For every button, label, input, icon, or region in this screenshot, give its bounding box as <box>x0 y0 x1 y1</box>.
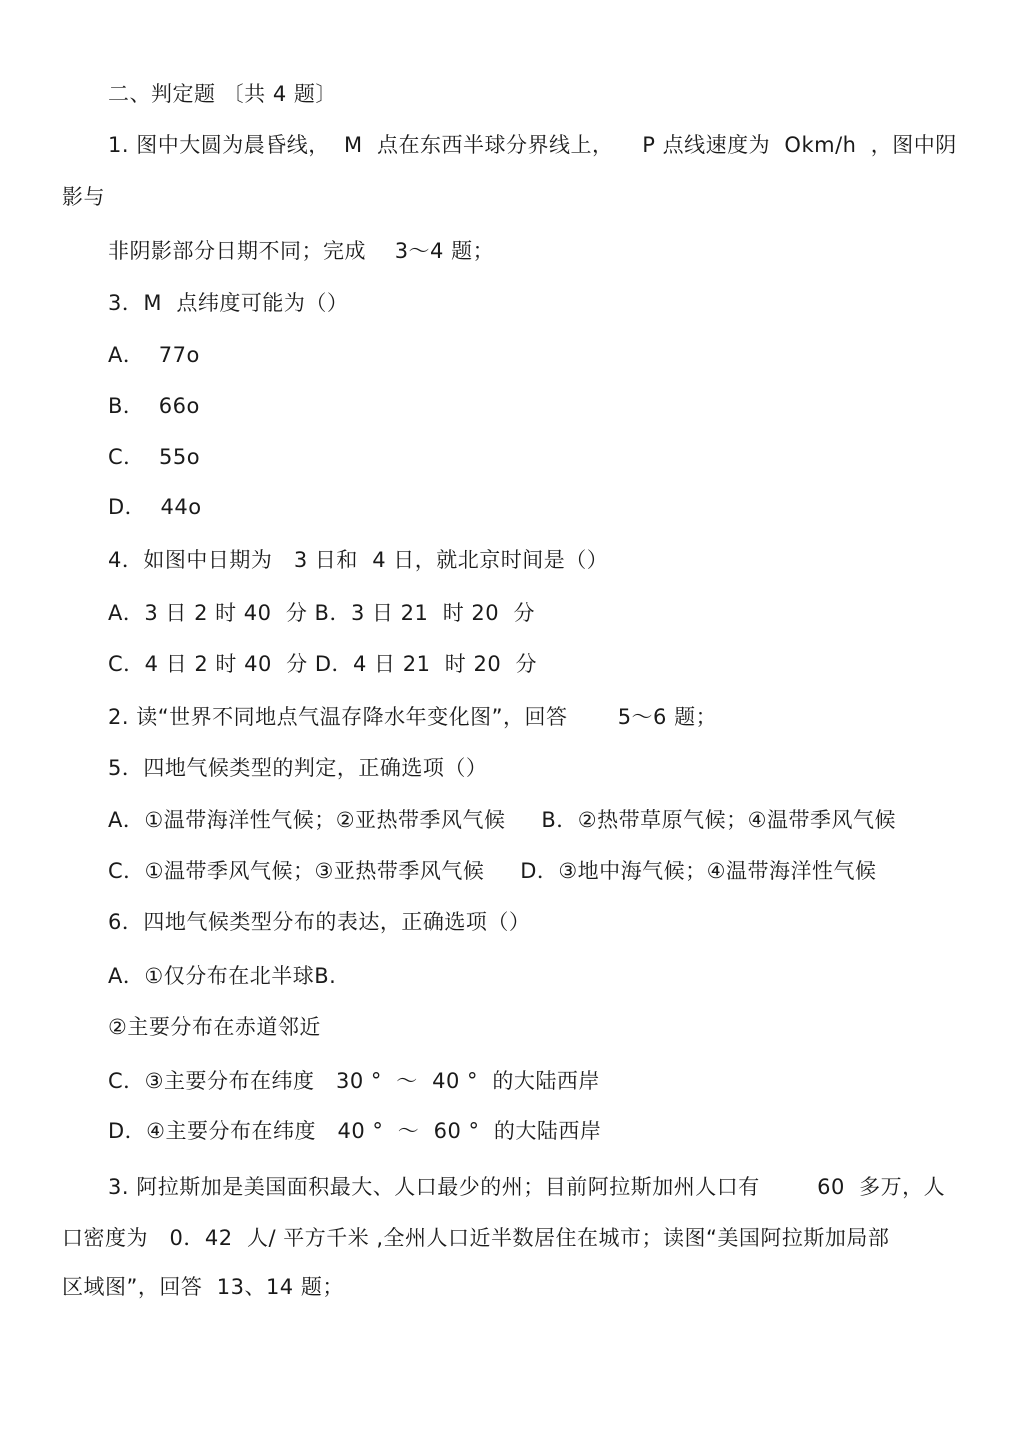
q6-stem: 6．四地气候类型分布的表达，正确选项（） <box>108 910 531 934</box>
q3-option-a: A． 77o <box>108 343 200 367</box>
q3-option-d: D． 44o <box>108 495 202 519</box>
q3-stem: 3．M 点纬度可能为（） <box>108 291 349 315</box>
q1-intro-line1: 1. 图中大圆为晨昏线， M 点在东西半球分界线上， P 点线速度为 Okm/h ，图中阴 <box>108 133 957 157</box>
q5-options-ab: A．①温带海洋性气候；②亚热带季风气候 B．②热带草原气候；④温带季风气候 <box>108 808 896 832</box>
q4-stem: 4．如图中日期为 3 日和 4 日，就北京时间是（） <box>108 548 609 572</box>
q6-option-ab: A．①仅分布在北半球B. <box>108 964 337 988</box>
q2-intro: 2. 读“世界不同地点气温存降水年变化图”，回答 5～6 题； <box>108 705 718 729</box>
q1-intro-line2: 影与 <box>62 185 105 209</box>
q3-intro-line2: 口密度为 0．42 人/ 平方千米 ,全州人口近半数居住在城市；读图“美国阿拉斯加局部 <box>62 1226 890 1250</box>
section-title: 二、判定题 〔共 4 题〕 <box>108 82 337 106</box>
q1-intro-line3: 非阴影部分日期不同；完成 3～4 题； <box>108 239 495 263</box>
q3-option-c: C． 55o <box>108 445 201 469</box>
q3-intro-line1: 3. 阿拉斯加是美国面积最大、人口最少的州；目前阿拉斯加州人口有 60 多万，人 <box>108 1175 946 1199</box>
q3-option-b: B． 66o <box>108 394 200 418</box>
q4-options-cd: C．4 日 2 时 40 分 D．4 日 21 时 20 分 <box>108 652 538 676</box>
q6-option-c: C．③主要分布在纬度 30 ° ～ 40 ° 的大陆西岸 <box>108 1069 600 1093</box>
q6-option-d: D．④主要分布在纬度 40 ° ～ 60 ° 的大陆西岸 <box>108 1119 602 1143</box>
q4-options-ab: A．3 日 2 时 40 分 B．3 日 21 时 20 分 <box>108 601 535 625</box>
q6-option-b-cont: ②主要分布在赤道邻近 <box>108 1015 321 1039</box>
q5-stem: 5．四地气候类型的判定，正确选项（） <box>108 756 488 780</box>
q5-options-cd: C．①温带季风气候；③亚热带季风气候 D．③地中海气候；④温带海洋性气候 <box>108 859 877 883</box>
q3-intro-line3: 区域图”，回答 13、14 题； <box>62 1275 344 1299</box>
